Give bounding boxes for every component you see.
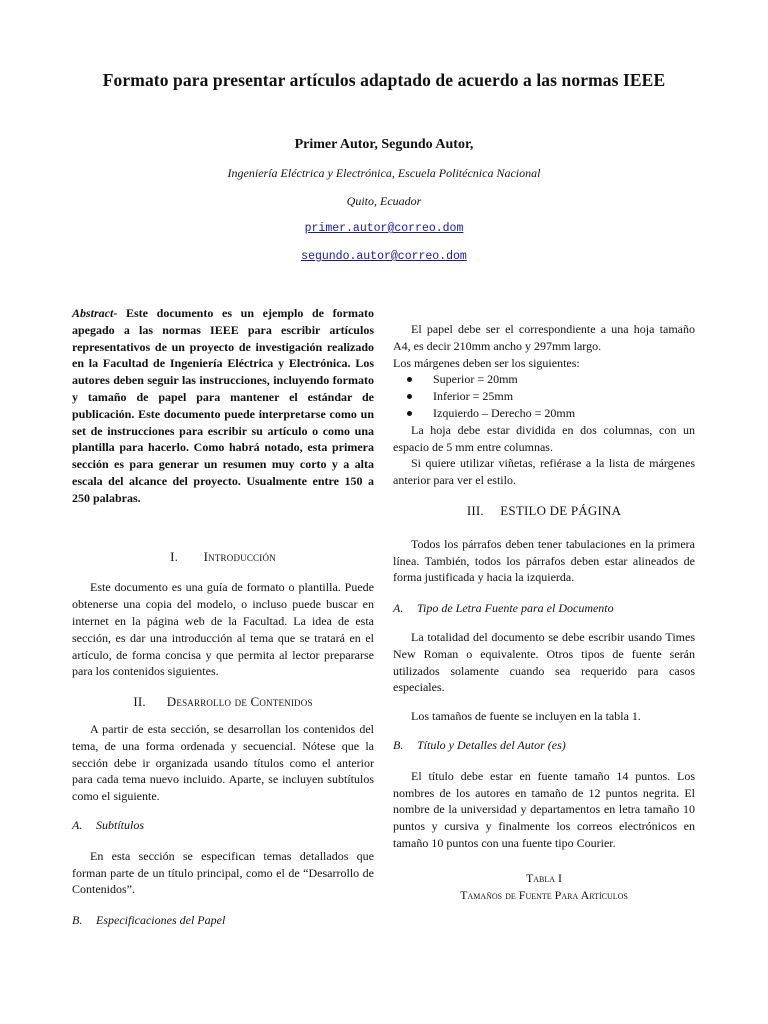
subsection-title: Especificaciones del Papel	[96, 913, 226, 928]
section-heading-development	[72, 694, 374, 711]
author-details-paragraph: El título debe estar en fuente tamaño 14 puntos. Los nombres de los autores en tamaño de 12 puntos negrita. El nombre de la universidad y departamentos en letra tamaño 10 puntos y cursiva y finalmente los correos electrónicos en tamaño 10 puntos con una fuente tipo Courier.	[393, 768, 695, 850]
subsection-title: Tipo de Letra Fuente para el Documento	[417, 601, 614, 616]
section-number: II.	[133, 694, 146, 710]
left-column	[72, 305, 374, 929]
margins-list	[393, 371, 695, 421]
subsection-heading-author	[393, 737, 695, 754]
email-link-2[interactable]: segundo.autor@correo.dom	[301, 250, 467, 263]
list-item: Inferior = 25mm	[393, 388, 695, 405]
subsection-heading-font	[393, 600, 695, 617]
font-paragraph: La totalidad del documento se debe escribir usando Times New Roman o equivalente. Otros tipos de fuente serán utilizados solamente cuando sea requerido para casos especiales.	[393, 629, 695, 695]
table-label: Tabla I	[525, 870, 563, 885]
table-caption: Tamaños de Fuente Para Artículos	[460, 887, 628, 902]
subsection-title: Subtítulos	[96, 817, 145, 832]
bullets-paragraph: Si quiere utilizar viñetas, refiérase a la lista de márgenes anterior para ver el estilo.	[393, 456, 695, 488]
style-paragraph: Todos los párrafos deben tener tabulaciones en la primera línea. También, todos los párrafos deben estar alineados de forma justificada y hacia la izquierda.	[393, 536, 695, 585]
abstract	[72, 305, 374, 507]
list-item: Izquierdo – Derecho = 20mm	[393, 405, 695, 422]
subsection-title: Título y Detalles del Autor (es)	[417, 737, 566, 752]
paper-title: Formato para presentar artículos adaptado de acuerdo a las normas IEEE	[102, 70, 666, 90]
abstract-label: Abstract-	[72, 306, 118, 320]
development-paragraph: A partir de esta sección, se desarrollan los contenidos del tema, de una forma ordenada y secuencial. Nótese que la sección debe ir organizada usando títulos como el anterior para cada tema nuevo incluido. Aparte, se incluyen subtítulos como el siguiente.	[72, 721, 374, 804]
author-names: Primer Autor, Segundo Autor,	[294, 137, 474, 152]
section-number: III.	[466, 502, 484, 518]
author-affiliation: Ingeniería Eléctrica y Electrónica, Escuela Politécnica Nacional	[227, 166, 541, 180]
subsection-number: A.	[72, 817, 83, 832]
subsection-number: B.	[393, 737, 404, 752]
paper-size-paragraph: El papel debe ser el correspondiente a una hoja tamaño A4, es decir 210mm ancho y 297mm largo.	[393, 322, 695, 353]
section-title: ESTILO DE PÁGINA	[500, 502, 622, 518]
font-sizes-paragraph: Los tamaños de fuente se incluyen en la tabla 1.	[411, 709, 641, 724]
section-heading-style	[393, 503, 695, 520]
subsection-number: A.	[393, 601, 404, 616]
abstract-text: Este documento es un ejemplo de formato apegado a las normas IEEE para escribir artículos representativos de un proyecto de investigación realizado en la Facultad de Ingeniería Eléctrica y Electrónica. Los autores deben seguir las instrucciones, incluyendo formato y tamaño de papel para mantener el estándar de publicación. Este documento puede interpretarse como un set de instrucciones para escribir su artículo o como una plantilla para hacerlo. Como habrá notado, esta primera sección es para generar un resumen muy corto y a alta escala del alcance del proyecto. Usualmente entre 150 a 250 palabras.	[72, 306, 374, 505]
subsection-number: B.	[72, 913, 83, 928]
section-heading-intro	[72, 549, 374, 566]
email-link-1[interactable]: primer.autor@correo.dom	[304, 222, 464, 235]
subsection-heading-a	[72, 817, 374, 834]
list-item: Superior = 20mm	[393, 371, 695, 388]
section-number: I.	[170, 548, 179, 564]
section-title: Desarrollo de Contenidos	[166, 694, 313, 710]
columns-paragraph: La hoja debe estar dividida en dos columnas, con un espacio de 5 mm entre columnas.	[393, 422, 695, 454]
margins-intro: Los márgenes deben ser los siguientes:	[393, 355, 580, 370]
right-column	[393, 321, 695, 903]
section-title: Introducción	[203, 548, 276, 564]
subsection-heading-b	[72, 912, 374, 929]
intro-paragraph: Este documento es una guía de formato o plantilla. Puede obtenerse una copia del modelo, o incluso puede buscar en internet en la página web de la Facultad. La idea de esta sección, es dar una introducción al tema que se tratará en el artículo, de forma concisa y que permita al lector prepararse para los contenidos siguientes.	[72, 580, 374, 679]
subtitles-paragraph: En esta sección se especifican temas detallados que forman parte de un título principal, como el de “Desarrollo de Contenidos”.	[72, 848, 374, 897]
author-location: Quito, Ecuador	[346, 194, 422, 208]
